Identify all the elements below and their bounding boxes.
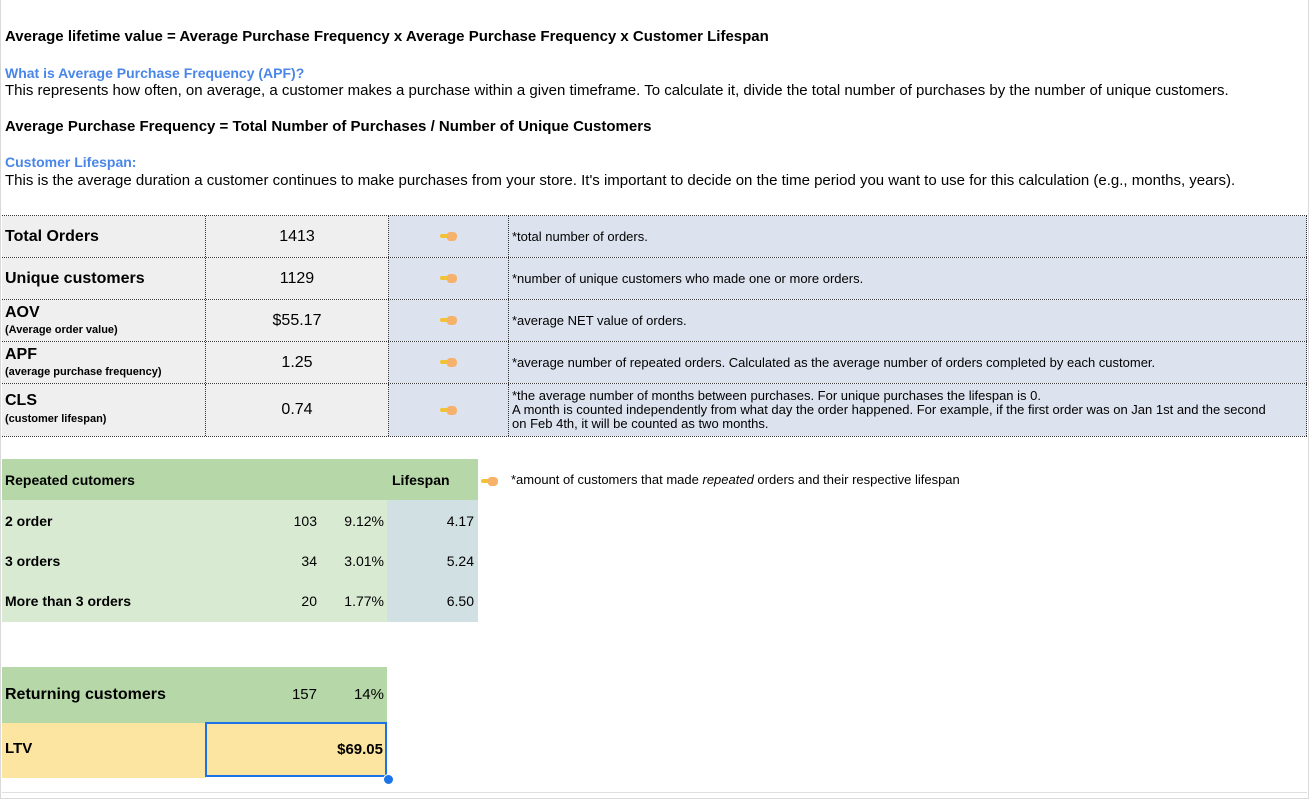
repeated-row-count: 103 xyxy=(293,513,317,529)
pointing-hand-icon xyxy=(440,231,458,242)
repeated-note-pointer xyxy=(481,474,499,492)
repeated-row[interactable] xyxy=(2,541,387,582)
metric-desc-line: *the average number of months between purchases. For unique purchases the lifespan is 0. xyxy=(512,388,1041,403)
repeated-row-label: 3 orders xyxy=(5,553,61,569)
pointing-hand-icon xyxy=(440,405,458,416)
lifespan-value: 5.24 xyxy=(446,553,474,569)
metric-row-cls[interactable] xyxy=(2,384,1307,437)
metric-desc: *average number of repeated orders. Calculated as the average number of orders completed by each customer. xyxy=(512,354,1156,370)
repeated-note xyxy=(511,472,960,487)
ltv-formula: Average lifetime value = Average Purchase Frequency x Average Purchase Frequency x Customer Lifespan xyxy=(5,28,769,45)
returning-percent: 14% xyxy=(353,686,384,703)
ltv-label-cell[interactable] xyxy=(2,723,206,778)
metric-desc-cell[interactable] xyxy=(509,216,1307,257)
metric-desc-cell[interactable] xyxy=(509,342,1307,383)
metric-row-aov[interactable] xyxy=(2,300,1307,342)
lifespan-cell[interactable] xyxy=(387,541,478,582)
lifespan-cell[interactable] xyxy=(387,581,478,622)
metric-value[interactable]: 1413 xyxy=(206,216,389,257)
lifespan-header: Lifespan xyxy=(392,472,450,488)
repeated-row-label: 2 order xyxy=(5,513,53,529)
metric-label: CLS xyxy=(5,392,37,409)
returning-label: Returning customers xyxy=(5,686,166,703)
metrics-table xyxy=(2,215,1307,438)
repeated-header: Repeated cutomers xyxy=(5,472,135,488)
apf-formula: Average Purchase Frequency = Total Number of Purchases / Number of Unique Customers xyxy=(5,118,652,135)
lifespan-cell[interactable] xyxy=(387,500,478,541)
metric-row-total-orders[interactable] xyxy=(2,216,1307,258)
metric-icon-cell xyxy=(389,384,509,436)
repeated-row-percent: 1.77% xyxy=(344,593,384,609)
metric-sublabel: (customer lifespan) xyxy=(5,413,107,425)
metric-label-cell[interactable] xyxy=(2,384,206,436)
pointing-hand-icon xyxy=(440,315,458,326)
metric-value[interactable]: 1.25 xyxy=(206,342,389,383)
metric-label-cell[interactable] xyxy=(2,216,206,257)
ltv-value: $69.05 xyxy=(337,741,383,758)
metric-icon-cell xyxy=(389,300,509,341)
pointing-hand-icon xyxy=(440,273,458,284)
metric-sublabel: (average purchase frequency) xyxy=(5,366,162,378)
ltv-value-cell-selected[interactable] xyxy=(205,722,387,777)
lifespan-header-cell[interactable] xyxy=(387,459,478,500)
pointing-hand-icon xyxy=(481,476,499,487)
metric-desc-cell[interactable] xyxy=(509,258,1307,299)
returning-customers-row[interactable] xyxy=(2,667,387,723)
metric-desc-line: A month is counted independently from what day the order happened. For example, if the first order was on Jan 1st and the second xyxy=(512,402,1266,417)
cls-heading: Customer Lifespan: xyxy=(5,154,137,170)
metric-desc-cell[interactable] xyxy=(509,384,1307,436)
apf-text: This represents how often, on average, a customer makes a purchase within a given timeframe. To calculate it, divide the total number of purchases by the number of unique customers. xyxy=(5,82,1229,99)
metric-row-unique-customers[interactable] xyxy=(2,258,1307,300)
repeated-row-percent: 9.12% xyxy=(344,513,384,529)
metric-label: APF xyxy=(5,346,37,363)
metric-row-apf[interactable] xyxy=(2,342,1307,384)
metric-label-cell[interactable] xyxy=(2,342,206,383)
metric-desc-line: on Feb 4th, it will be counted as two months. xyxy=(512,416,769,431)
metric-sublabel: (Average order value) xyxy=(5,324,118,336)
metric-label-cell[interactable] xyxy=(2,258,206,299)
repeated-row-count: 20 xyxy=(301,593,317,609)
repeated-row[interactable] xyxy=(2,581,387,622)
pointing-hand-icon xyxy=(440,357,458,368)
metric-value[interactable]: $55.17 xyxy=(206,300,389,341)
metric-value[interactable]: 0.74 xyxy=(206,384,389,436)
metric-label: AOV xyxy=(5,304,40,321)
repeated-row-label: More than 3 orders xyxy=(5,593,132,609)
lifespan-value: 6.50 xyxy=(446,593,474,609)
repeated-header-row[interactable] xyxy=(2,459,387,500)
fill-handle[interactable] xyxy=(383,774,394,785)
repeated-row[interactable] xyxy=(2,500,387,541)
repeated-row-percent: 3.01% xyxy=(344,553,384,569)
metric-label-cell[interactable] xyxy=(2,300,206,341)
returning-count: 157 xyxy=(291,686,317,703)
apf-heading: What is Average Purchase Frequency (APF)? xyxy=(5,65,305,81)
metric-label: Total Orders xyxy=(5,228,99,245)
cls-text: This is the average duration a customer continues to make purchases from your store. It's important to decide on the time period you want to use for this calculation (e.g., months, years). xyxy=(5,172,1236,189)
lifespan-value: 4.17 xyxy=(446,513,474,529)
metric-desc: *total number of orders. xyxy=(512,228,648,244)
repeated-note-emphasis: repeated xyxy=(702,472,754,487)
ltv-label: LTV xyxy=(5,740,33,757)
divider xyxy=(2,792,1307,793)
repeated-note-text: orders and their respective lifespan xyxy=(753,472,960,487)
metric-desc: *number of unique customers who made one or more orders. xyxy=(512,270,864,286)
repeated-note-text: *amount of customers that made xyxy=(511,472,703,487)
metric-icon-cell xyxy=(389,258,509,299)
metric-desc: *average NET value of orders. xyxy=(512,312,687,328)
metric-icon-cell xyxy=(389,216,509,257)
metric-value[interactable]: 1129 xyxy=(206,258,389,299)
repeated-row-count: 34 xyxy=(301,553,317,569)
metric-desc-cell[interactable] xyxy=(509,300,1307,341)
metric-icon-cell xyxy=(389,342,509,383)
metric-label: Unique customers xyxy=(5,270,145,287)
